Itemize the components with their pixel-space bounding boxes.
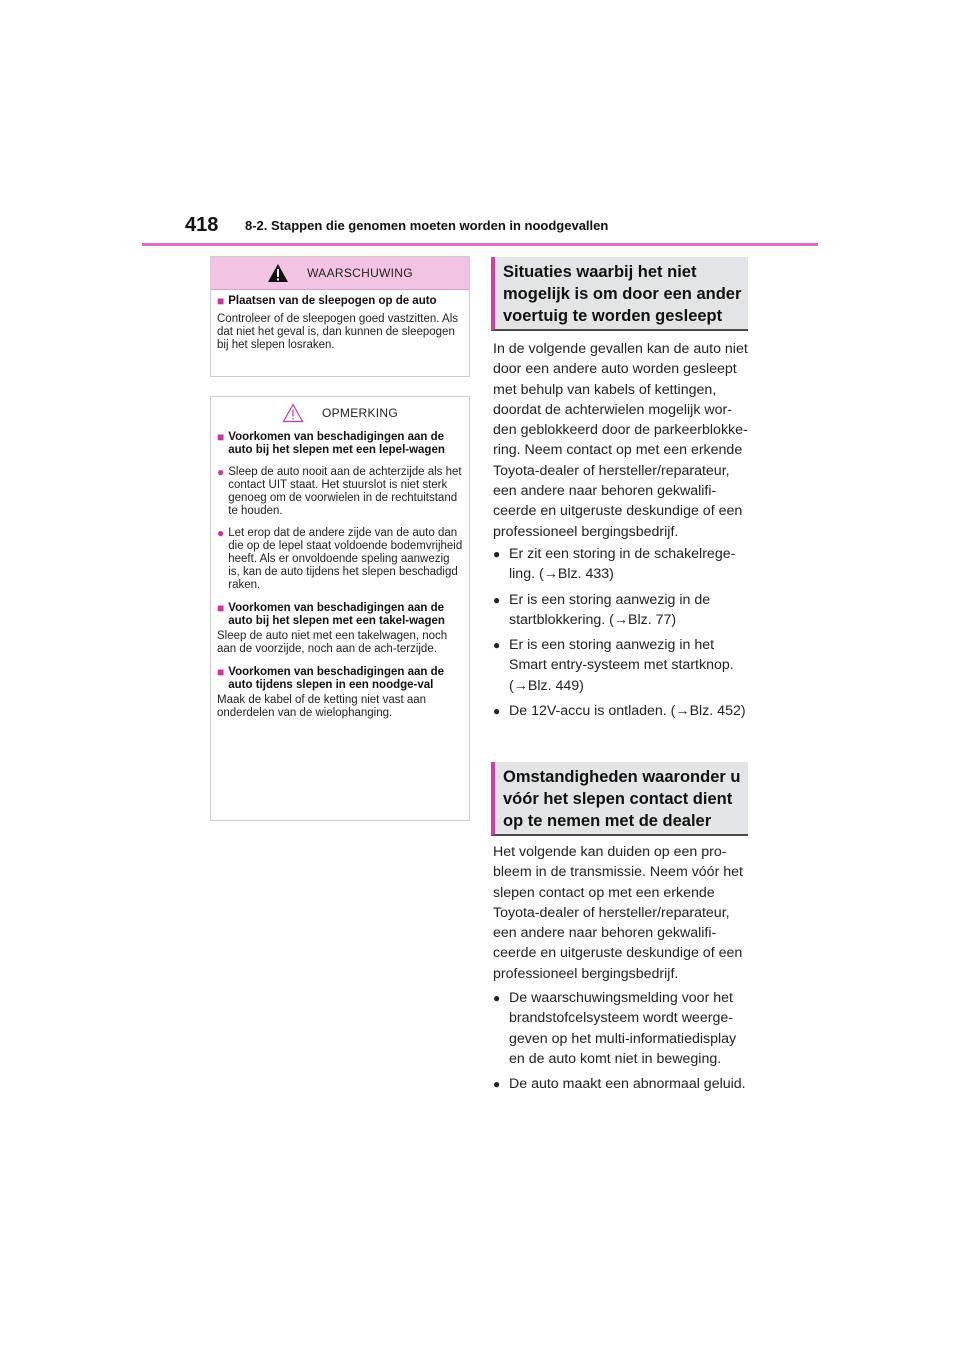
note-box — [210, 396, 470, 821]
note-item2-heading — [217, 602, 463, 628]
list-item-text: De 12V-accu is ontladen. (→Blz. 452) — [509, 703, 746, 720]
list-item — [493, 988, 753, 1069]
warning-item-heading-text: Plaatsen van de sleepogen op de auto — [228, 295, 437, 307]
warning-triangle-icon — [267, 263, 289, 283]
bullet-icon — [493, 988, 509, 1069]
bullet-icon — [493, 701, 509, 721]
note-item3-heading — [217, 666, 463, 692]
note-triangle-icon — [282, 403, 304, 423]
bullet-icon — [493, 544, 509, 585]
note-item2-heading-text: Voorkomen van beschadigingen aan de auto bij het slepen met een takel-wagen — [228, 602, 445, 627]
list-item — [493, 544, 753, 585]
section1-intro: In de volgende gevallen kan de auto niet door een andere auto worden gesleept met behulp van kabels of kettingen, doordat de achterwielen mogelijk wor-den geblokkeerd door de parkeerblokke-ring. Neem contact op met een erkende Toyota-dealer of hersteller/reparateur, een andere naar behoren gekwalifi-ceerde en uitgeruste deskundige of een professioneel bergingsbedrijf. — [493, 341, 748, 540]
list-item-text: Er zit een storing in de schakelrege-ling. (→Blz. 433) — [509, 546, 736, 583]
note-bullet — [217, 527, 463, 592]
note-box-title: OPMERKING — [321, 406, 399, 420]
note-bullet-text: Sleep de auto nooit aan de achterzijde als het contact UIT staat. Het stuurslot is niet sterk genoeg om de voorwielen in de rechtuitstand te houden. — [228, 466, 462, 517]
square-bullet-icon: ■ — [217, 430, 225, 444]
note-item2-text: Sleep de auto niet met een takelwagen, noch aan de voorzijde, noch aan de ach-terzijde. — [217, 630, 448, 655]
list-item-text: Er is een storing aanwezig in het Smart entry-systeem met startknop. (→Blz. 449) — [509, 637, 734, 694]
list-item — [493, 635, 753, 696]
section1-bullet-list — [493, 544, 753, 726]
page-number: 418 — [185, 214, 219, 236]
square-bullet-icon: ■ — [217, 601, 225, 615]
note-box-header — [211, 397, 469, 429]
list-item — [493, 701, 753, 721]
header-rule — [142, 243, 818, 246]
warning-item-heading — [217, 295, 463, 308]
section1-heading: Situaties waarbij het niet mogelijk is om door een ander voertuig te worden gesleept — [491, 257, 748, 331]
circle-bullet-icon: ● — [217, 526, 225, 540]
note-item3-heading-text: Voorkomen van beschadigingen aan de auto tijdens slepen in een noodge-val — [228, 666, 445, 691]
square-bullet-icon: ■ — [217, 665, 225, 679]
bullet-icon — [493, 1074, 509, 1094]
bullet-icon — [493, 635, 509, 696]
note-item1-heading-text: Voorkomen van beschadigingen aan de auto bij het slepen met een lepel-wagen — [228, 431, 445, 456]
section2-bullet-list — [493, 988, 753, 1099]
note-bullet — [217, 466, 463, 518]
section2-heading: Omstandigheden waaronder u vóór het slepen contact dient op te nemen met de dealer — [491, 762, 748, 836]
section-title: 8-2. Stappen die genomen moeten worden in noodgevallen — [245, 218, 609, 233]
list-item-text: De auto maakt een abnormaal geluid. — [509, 1076, 746, 1093]
bullet-icon — [493, 590, 509, 631]
list-item-text: De waarschuwingsmelding voor het brandstofcelsysteem wordt weerge-geven op het multi-informatiedisplay en de auto komt niet in beweging. — [509, 990, 737, 1067]
square-bullet-icon: ■ — [217, 294, 225, 308]
warning-box-title: WAARSCHUWING — [307, 266, 413, 280]
list-item — [493, 590, 753, 631]
note-bullet-text: Let erop dat de andere zijde van de auto dan die op de lepel staat voldoende bodemvrijheid heeft. Als er onvoldoende speling aanwezig is, kan de auto tijdens het slepen beschadigd raken. — [228, 527, 463, 591]
circle-bullet-icon: ● — [217, 465, 225, 479]
note-item3-text: Maak de kabel of de ketting niet vast aan onderdelen van de wielophanging. — [217, 694, 427, 719]
list-item — [493, 1074, 753, 1094]
warning-box — [210, 256, 470, 377]
section2-intro: Het volgende kan duiden op een pro-bleem in de transmissie. Neem vóór het slepen contact op met een erkende Toyota-dealer of hersteller/reparateur, een andere naar behoren gekwalifi-ceerde en uitgeruste deskundige of een professioneel bergingsbedrijf. — [493, 844, 743, 982]
note-item1-heading — [217, 431, 463, 457]
list-item-text: Er is een storing aanwezig in de startblokkering. (→Blz. 77) — [509, 591, 711, 628]
warning-box-header — [211, 257, 469, 290]
warning-item-text: Controleer of de sleepogen goed vastzitten. Als dat niet het geval is, dan kunnen de sleepogen bij het slepen losraken. — [217, 313, 459, 351]
